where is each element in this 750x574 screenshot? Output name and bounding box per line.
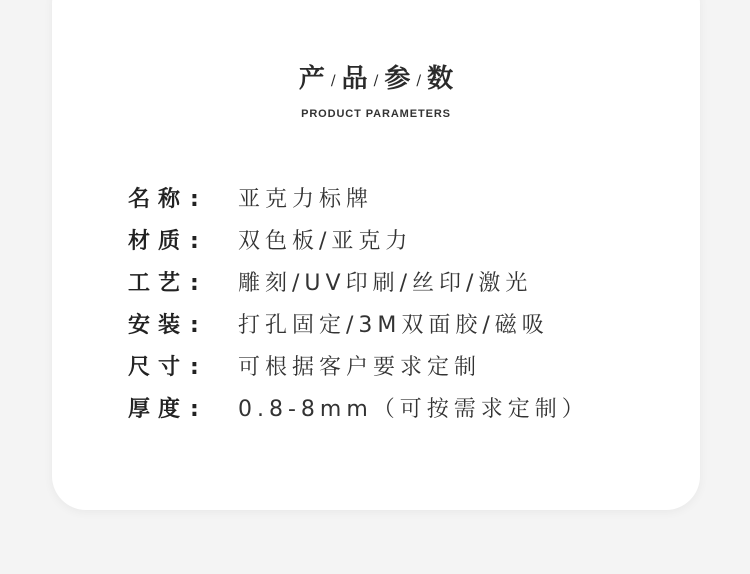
param-colon: : [190,355,199,380]
param-value: 可根据客户要求定制 [238,355,482,380]
title-separator: / [416,72,422,89]
title-char: 数 [427,64,454,94]
param-label: 名称 [128,187,189,212]
param-value: 雕刻/UV印刷/丝印/激光 [238,271,533,296]
param-colon: : [190,187,199,212]
title-char: 参 [384,64,411,94]
param-colon: : [190,229,199,254]
param-label: 厚度 [128,397,189,422]
param-colon: : [190,313,199,338]
param-value: 0.8-8mm（可按需求定制） [238,397,589,422]
param-value: 亚克力标牌 [238,187,374,212]
param-label: 尺寸 [128,355,189,380]
param-label: 材质 [128,229,189,254]
param-label: 安装 [128,313,189,338]
section-subtitle: PRODUCT PARAMETERS [301,108,451,120]
title-separator: / [373,72,379,89]
param-colon: : [190,271,199,296]
param-label: 工艺 [128,271,189,296]
title-separator: / [330,72,336,89]
title-char: 品 [341,64,368,94]
title-char: 产 [298,64,325,94]
param-colon: : [190,397,199,422]
section-title [52,58,700,95]
product-parameters-card [52,0,700,510]
param-value: 打孔固定/3M双面胶/磁吸 [238,313,549,338]
param-value: 双色板/亚克力 [238,229,413,254]
